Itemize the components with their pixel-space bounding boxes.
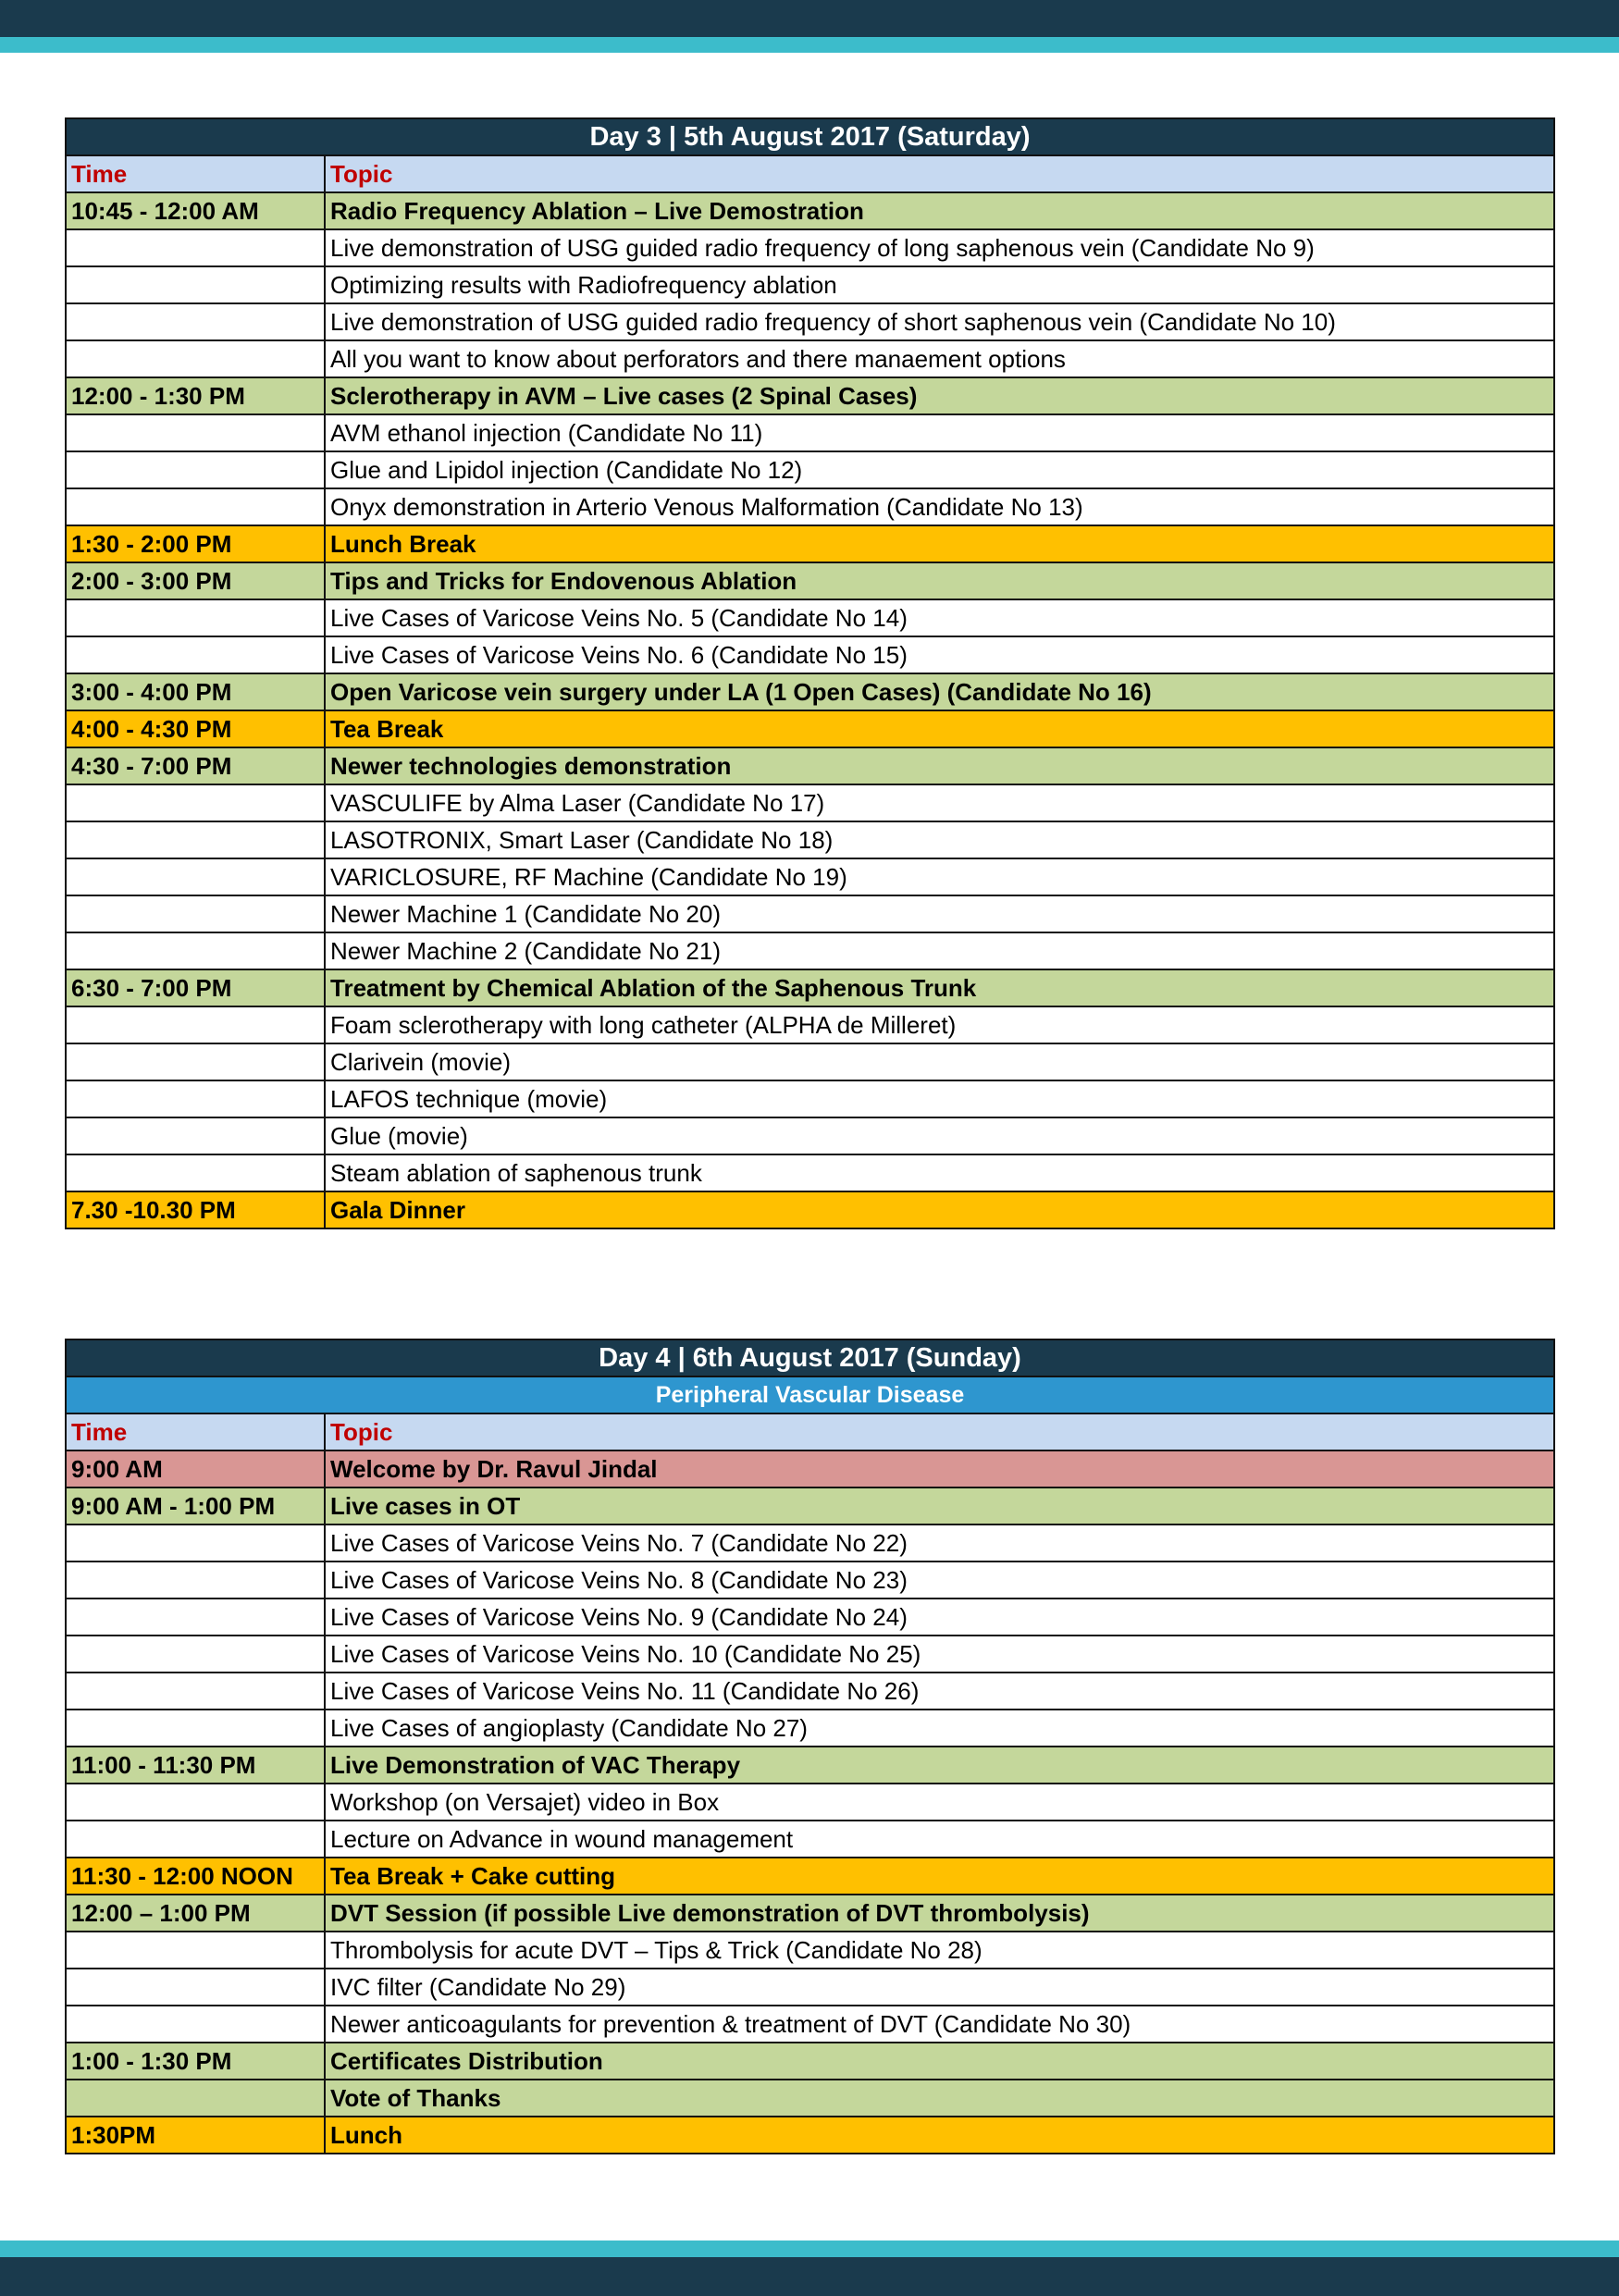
time-cell bbox=[66, 636, 325, 673]
topic-cell: Lunch bbox=[325, 2117, 1554, 2154]
time-cell bbox=[66, 1784, 325, 1821]
time-cell bbox=[66, 1969, 325, 2006]
time-cell bbox=[66, 1636, 325, 1673]
topic-cell: LASOTRONIX, Smart Laser (Candidate No 18) bbox=[325, 821, 1554, 858]
time-cell bbox=[66, 1673, 325, 1710]
schedule-row bbox=[66, 1006, 1554, 1043]
time-cell: 1:30PM bbox=[66, 2117, 325, 2154]
topic-cell: AVM ethanol injection (Candidate No 11) bbox=[325, 414, 1554, 451]
topic-cell: Clarivein (movie) bbox=[325, 1043, 1554, 1080]
topic-cell: Live Cases of Varicose Veins No. 8 (Candidate No 23) bbox=[325, 1562, 1554, 1599]
time-column-header: Time bbox=[66, 1413, 325, 1450]
time-column-header: Time bbox=[66, 155, 325, 192]
time-cell bbox=[66, 229, 325, 266]
time-cell bbox=[66, 1710, 325, 1747]
schedule-row bbox=[66, 2006, 1554, 2043]
schedule-row bbox=[66, 821, 1554, 858]
topic-cell: VASCULIFE by Alma Laser (Candidate No 17) bbox=[325, 784, 1554, 821]
bottom-accent-band bbox=[0, 2240, 1619, 2257]
time-cell: 6:30 - 7:00 PM bbox=[66, 969, 325, 1006]
schedule-row bbox=[66, 562, 1554, 599]
topic-cell: Gala Dinner bbox=[325, 1191, 1554, 1228]
schedule-row bbox=[66, 784, 1554, 821]
topic-cell: Sclerotherapy in AVM – Live cases (2 Spinal Cases) bbox=[325, 377, 1554, 414]
schedule-row bbox=[66, 229, 1554, 266]
time-cell bbox=[66, 488, 325, 525]
time-cell bbox=[66, 599, 325, 636]
topic-column-header: Topic bbox=[325, 1413, 1554, 1450]
schedule-row bbox=[66, 266, 1554, 303]
time-cell bbox=[66, 1524, 325, 1562]
topic-cell: Glue (movie) bbox=[325, 1117, 1554, 1154]
topic-cell: Tea Break + Cake cutting bbox=[325, 1858, 1554, 1895]
schedule-row bbox=[66, 1747, 1554, 1784]
schedule-row bbox=[66, 1043, 1554, 1080]
topic-cell: VARICLOSURE, RF Machine (Candidate No 19) bbox=[325, 858, 1554, 895]
topic-cell: Welcome by Dr. Ravul Jindal bbox=[325, 1450, 1554, 1487]
schedule-row bbox=[66, 1450, 1554, 1487]
topic-cell: Treatment by Chemical Ablation of the Saphenous Trunk bbox=[325, 969, 1554, 1006]
schedule-row bbox=[66, 1191, 1554, 1228]
schedule-row bbox=[66, 1080, 1554, 1117]
topic-cell: Certificates Distribution bbox=[325, 2043, 1554, 2080]
top-accent-band bbox=[0, 37, 1619, 53]
topic-cell: Workshop (on Versajet) video in Box bbox=[325, 1784, 1554, 1821]
time-cell bbox=[66, 1043, 325, 1080]
time-cell: 10:45 - 12:00 AM bbox=[66, 192, 325, 229]
schedule-row bbox=[66, 599, 1554, 636]
topic-cell: Live Cases of Varicose Veins No. 7 (Candidate No 22) bbox=[325, 1524, 1554, 1562]
time-cell: 7.30 -10.30 PM bbox=[66, 1191, 325, 1228]
topic-cell: Vote of Thanks bbox=[325, 2080, 1554, 2117]
schedule-row bbox=[66, 1969, 1554, 2006]
topic-cell: Lunch Break bbox=[325, 525, 1554, 562]
topic-cell: Live Cases of Varicose Veins No. 9 (Candidate No 24) bbox=[325, 1599, 1554, 1636]
time-cell bbox=[66, 2006, 325, 2043]
schedule-row bbox=[66, 1895, 1554, 1932]
day4-title-row bbox=[66, 1339, 1554, 1376]
time-cell: 3:00 - 4:00 PM bbox=[66, 673, 325, 710]
time-cell bbox=[66, 895, 325, 932]
day3-header-row bbox=[66, 155, 1554, 192]
topic-cell: Foam sclerotherapy with long catheter (ALPHA de Milleret) bbox=[325, 1006, 1554, 1043]
schedule-row bbox=[66, 1524, 1554, 1562]
day4-schedule-table bbox=[65, 1339, 1555, 2154]
schedule-row bbox=[66, 414, 1554, 451]
topic-column-header: Topic bbox=[325, 155, 1554, 192]
topic-cell: Radio Frequency Ablation – Live Demostration bbox=[325, 192, 1554, 229]
topic-cell: DVT Session (if possible Live demonstration of DVT thrombolysis) bbox=[325, 1895, 1554, 1932]
topic-cell: Live Cases of angioplasty (Candidate No 27) bbox=[325, 1710, 1554, 1747]
time-cell bbox=[66, 1117, 325, 1154]
schedule-row bbox=[66, 1117, 1554, 1154]
schedule-row bbox=[66, 192, 1554, 229]
topic-cell: Live cases in OT bbox=[325, 1487, 1554, 1524]
time-cell bbox=[66, 414, 325, 451]
time-cell bbox=[66, 2080, 325, 2117]
time-cell: 2:00 - 3:00 PM bbox=[66, 562, 325, 599]
time-cell bbox=[66, 1932, 325, 1969]
topic-cell: Thrombolysis for acute DVT – Tips & Trick (Candidate No 28) bbox=[325, 1932, 1554, 1969]
schedule-row bbox=[66, 673, 1554, 710]
time-cell bbox=[66, 1154, 325, 1191]
time-cell bbox=[66, 784, 325, 821]
time-cell: 4:00 - 4:30 PM bbox=[66, 710, 325, 747]
schedule-row bbox=[66, 525, 1554, 562]
time-cell bbox=[66, 266, 325, 303]
time-cell bbox=[66, 1821, 325, 1858]
topic-cell: Live demonstration of USG guided radio frequency of short saphenous vein (Candidate No 10) bbox=[325, 303, 1554, 340]
schedule-row bbox=[66, 858, 1554, 895]
schedule-row bbox=[66, 1599, 1554, 1636]
time-cell: 1:30 - 2:00 PM bbox=[66, 525, 325, 562]
time-cell bbox=[66, 340, 325, 377]
topic-cell: Live Cases of Varicose Veins No. 5 (Candidate No 14) bbox=[325, 599, 1554, 636]
schedule-row bbox=[66, 488, 1554, 525]
topic-cell: Lecture on Advance in wound management bbox=[325, 1821, 1554, 1858]
day4-subtitle: Peripheral Vascular Disease bbox=[66, 1376, 1554, 1413]
top-header-band bbox=[0, 0, 1619, 37]
schedule-row bbox=[66, 1154, 1554, 1191]
time-cell: 9:00 AM - 1:00 PM bbox=[66, 1487, 325, 1524]
schedule-row bbox=[66, 2043, 1554, 2080]
schedule-row bbox=[66, 747, 1554, 784]
time-cell: 12:00 - 1:30 PM bbox=[66, 377, 325, 414]
schedule-row bbox=[66, 340, 1554, 377]
schedule-row bbox=[66, 1710, 1554, 1747]
topic-cell: Tips and Tricks for Endovenous Ablation bbox=[325, 562, 1554, 599]
time-cell bbox=[66, 451, 325, 488]
topic-cell: Live Cases of Varicose Veins No. 6 (Candidate No 15) bbox=[325, 636, 1554, 673]
topic-cell: Live Cases of Varicose Veins No. 11 (Candidate No 26) bbox=[325, 1673, 1554, 1710]
time-cell bbox=[66, 1006, 325, 1043]
topic-cell: Newer Machine 1 (Candidate No 20) bbox=[325, 895, 1554, 932]
time-cell bbox=[66, 303, 325, 340]
topic-cell: All you want to know about perforators and there manaement options bbox=[325, 340, 1554, 377]
time-cell: 11:00 - 11:30 PM bbox=[66, 1747, 325, 1784]
topic-cell: Open Varicose vein surgery under LA (1 Open Cases) (Candidate No 16) bbox=[325, 673, 1554, 710]
topic-cell: Newer technologies demonstration bbox=[325, 747, 1554, 784]
schedule-row bbox=[66, 1562, 1554, 1599]
time-cell: 1:00 - 1:30 PM bbox=[66, 2043, 325, 2080]
time-cell bbox=[66, 1562, 325, 1599]
topic-cell: LAFOS technique (movie) bbox=[325, 1080, 1554, 1117]
schedule-row bbox=[66, 377, 1554, 414]
schedule-row bbox=[66, 2080, 1554, 2117]
topic-cell: Optimizing results with Radiofrequency ablation bbox=[325, 266, 1554, 303]
schedule-row bbox=[66, 710, 1554, 747]
schedule-row bbox=[66, 1487, 1554, 1524]
topic-cell: Steam ablation of saphenous trunk bbox=[325, 1154, 1554, 1191]
time-cell bbox=[66, 932, 325, 969]
topic-cell: Live Demonstration of VAC Therapy bbox=[325, 1747, 1554, 1784]
day3-schedule-table bbox=[65, 117, 1555, 1229]
time-cell bbox=[66, 821, 325, 858]
day4-subtitle-row bbox=[66, 1376, 1554, 1413]
day4-header-row bbox=[66, 1413, 1554, 1450]
day4-title: Day 4 | 6th August 2017 (Sunday) bbox=[66, 1339, 1554, 1376]
schedule-row bbox=[66, 636, 1554, 673]
day3-title: Day 3 | 5th August 2017 (Saturday) bbox=[66, 118, 1554, 155]
schedule-row bbox=[66, 932, 1554, 969]
schedule-row bbox=[66, 895, 1554, 932]
schedule-row bbox=[66, 303, 1554, 340]
schedule-row bbox=[66, 1821, 1554, 1858]
time-cell bbox=[66, 858, 325, 895]
schedule-row bbox=[66, 2117, 1554, 2154]
time-cell: 12:00 – 1:00 PM bbox=[66, 1895, 325, 1932]
topic-cell: Onyx demonstration in Arterio Venous Malformation (Candidate No 13) bbox=[325, 488, 1554, 525]
topic-cell: Newer anticoagulants for prevention & treatment of DVT (Candidate No 30) bbox=[325, 2006, 1554, 2043]
time-cell bbox=[66, 1599, 325, 1636]
topic-cell: Newer Machine 2 (Candidate No 21) bbox=[325, 932, 1554, 969]
bottom-footer-band bbox=[0, 2257, 1619, 2296]
schedule-row bbox=[66, 1932, 1554, 1969]
topic-cell: Glue and Lipidol injection (Candidate No 12) bbox=[325, 451, 1554, 488]
time-cell bbox=[66, 1080, 325, 1117]
schedule-row bbox=[66, 969, 1554, 1006]
topic-cell: Tea Break bbox=[325, 710, 1554, 747]
topic-cell: IVC filter (Candidate No 29) bbox=[325, 1969, 1554, 2006]
time-cell: 11:30 - 12:00 NOON bbox=[66, 1858, 325, 1895]
time-cell: 9:00 AM bbox=[66, 1450, 325, 1487]
topic-cell: Live Cases of Varicose Veins No. 10 (Candidate No 25) bbox=[325, 1636, 1554, 1673]
time-cell: 4:30 - 7:00 PM bbox=[66, 747, 325, 784]
schedule-row bbox=[66, 1636, 1554, 1673]
schedule-row bbox=[66, 451, 1554, 488]
day3-title-row bbox=[66, 118, 1554, 155]
topic-cell: Live demonstration of USG guided radio frequency of long saphenous vein (Candidate No 9) bbox=[325, 229, 1554, 266]
schedule-row bbox=[66, 1858, 1554, 1895]
schedule-row bbox=[66, 1673, 1554, 1710]
schedule-row bbox=[66, 1784, 1554, 1821]
